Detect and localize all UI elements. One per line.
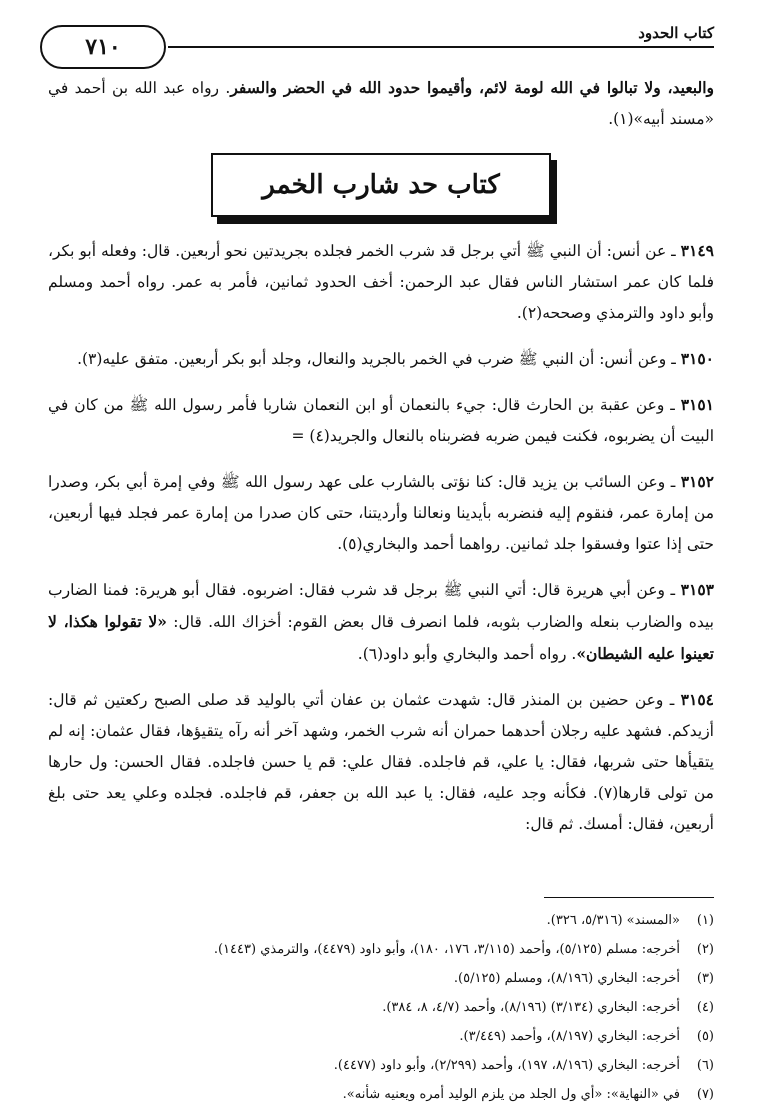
- hadith-tail: . رواه أحمد والبخاري وأبو داود(٦).: [357, 645, 577, 663]
- footnote-number: (٤): [696, 1000, 714, 1015]
- footnote-text: أخرجه: البخاري (٨/١٩٦)، ومسلم (٥/١٢٥).: [453, 971, 680, 986]
- hadith-text: ـ وعن أبي هريرة قال: أتي النبي ﷺ برجل قد شرب فقال: اضربوه. فقال أبو هريرة: فمنا الضارب بيده والضارب بنعله والضارب بثوبه، فلما انصرف قال بعض القوم: أخزاك الله. قال:: [48, 581, 714, 631]
- hadith-text: ـ وعن السائب بن يزيد قال: كنا نؤتى بالشارب على عهد رسول الله ﷺ وفي إمرة أبي بكر، وصدرا من إمارة عمر، فنقوم إليه فنضربه بأيدينا ونعالنا وأرديتنا، حتى كان صدرا من إمارة عمر فجلد فيها أربعين، حتى إذا عتوا وفسقوا جلد ثمانين. رواهما أحمد والبخاري(٥).: [48, 473, 714, 553]
- hadith-3153: [48, 574, 714, 670]
- hadith-number: ٣١٥١: [680, 395, 714, 414]
- footnote-number: (٧): [696, 1087, 714, 1102]
- hadith-number: ٣١٥٤: [680, 690, 714, 709]
- footnote-text: في «النهاية»: «أي ول الجلد من يلزم الوليد أمره ويعنيه شأنه».: [342, 1087, 680, 1102]
- footnote-number: (٦): [696, 1058, 714, 1073]
- intro-quote: والبعيد، ولا تبالوا في الله لومة لائم، وأقيموا حدود الله في الحضر والسفر: [230, 78, 714, 97]
- hadith-3149: [48, 235, 714, 329]
- intro-tail: . رواه عبد الله بن أحمد في «مسند أبيه»(١).: [48, 79, 714, 128]
- footnote-number: (٣): [696, 971, 714, 986]
- hadith-number: ٣١٥٠: [680, 349, 714, 368]
- hadith-text: ـ وعن حضين بن المنذر قال: شهدت عثمان بن عفان أتي بالوليد قد صلى الصبح ركعتين ثم قال: أزيدكم. فشهد عليه رجلان أحدهما حمران أنه شرب الخمر، وشهد آخر أنه رآه يتقيؤها، فقال عثمان: إنه لم يتقيأها حتى شربها، فقال: يا علي، قم فاجلده. فقال علي: قم يا حسن فاجلده. فقال الحسن: ول حارها من تولى قارها(٧). فكأنه وجد عليه، فقال: يا عبد الله بن جعفر، قم فاجلده. فجلده وعلي يعد حتى بلغ أربعين، فقال: أمسك. ثم قال:: [48, 691, 714, 833]
- footnote-number: (١): [696, 913, 714, 928]
- footnote-item: [48, 906, 714, 935]
- chapter-title-frame: [211, 153, 551, 219]
- footnote-item: [48, 993, 714, 1022]
- footnote-item: [48, 1051, 714, 1080]
- page-number: ٧١٠: [40, 25, 166, 69]
- page-header: [40, 20, 714, 68]
- footnote-item: [48, 1080, 714, 1109]
- footnote-number: (٢): [696, 942, 714, 957]
- hadith-number: ٣١٤٩: [680, 241, 714, 260]
- footnote-rule: [544, 897, 714, 898]
- footnote-text: أخرجه: البخاري (٨/١٩٦، ١٩٧)، وأحمد (٢/٢٩٩)، وأبو داود (٤٤٧٧).: [333, 1058, 680, 1073]
- header-rule: [168, 46, 714, 48]
- hadith-text: ـ وعن عقبة بن الحارث قال: جيء بالنعمان أو ابن النعمان شاربا فأمر رسول الله ﷺ من كان في البيت أن يضربوه، فكنت فيمن ضربه فضربناه بالنعال والجريد(٤) =: [48, 396, 714, 445]
- hadith-3154: [48, 684, 714, 840]
- footnote-text: أخرجه: مسلم (٥/١٢٥)، وأحمد (٣/١١٥، ١٧٦، ١٨٠)، وأبو داود (٤٤٧٩)، والترمذي (١٤٤٣).: [213, 942, 680, 957]
- hadith-quote: «لا تقولوا هكذا، لا تعينوا عليه الشيطان»: [48, 612, 714, 663]
- hadith-number: ٣١٥٣: [680, 580, 714, 599]
- page-body: [48, 72, 714, 854]
- hadith-number: ٣١٥٢: [680, 472, 714, 491]
- running-title: كتاب الحدود: [638, 24, 714, 42]
- hadith-3151: [48, 389, 714, 452]
- hadith-3152: [48, 466, 714, 560]
- hadith-text: ـ عن أنس: أن النبي ﷺ أتي برجل قد شرب الخمر فجلده بجريدتين نحو أربعين. قال: وفعله أبو بكر، فلما كان عمر استشار الناس فقال عبد الرحمن: أخف الحدود ثمانين، فأمر به عمر. رواه أحمد ومسلم وأبو داود والترمذي وصححه(٢).: [48, 242, 714, 322]
- footnote-item: [48, 1022, 714, 1051]
- footnotes: [48, 906, 714, 1109]
- footnote-text: «المسند» (٥/٣١٦، ٣٢٦).: [546, 913, 680, 928]
- footnote-item: [48, 964, 714, 993]
- footnote-text: أخرجه: البخاري (٣/١٣٤) (٨/١٩٦)، وأحمد (٤/٧، ٨، ٣٨٤).: [382, 1000, 680, 1015]
- footnote-item: [48, 935, 714, 964]
- chapter-title: كتاب حد شارب الخمر: [211, 153, 551, 217]
- hadith-text: ـ وعن أنس: أن النبي ﷺ ضرب في الخمر بالجريد والنعال، وجلد أبو بكر أربعين. متفق عليه(٣).: [77, 350, 676, 368]
- footnote-number: (٥): [696, 1029, 714, 1044]
- intro-paragraph: [48, 72, 714, 135]
- footnote-text: أخرجه: البخاري (٨/١٩٧)، وأحمد (٣/٤٤٩).: [459, 1029, 680, 1044]
- hadith-3150: [48, 343, 714, 375]
